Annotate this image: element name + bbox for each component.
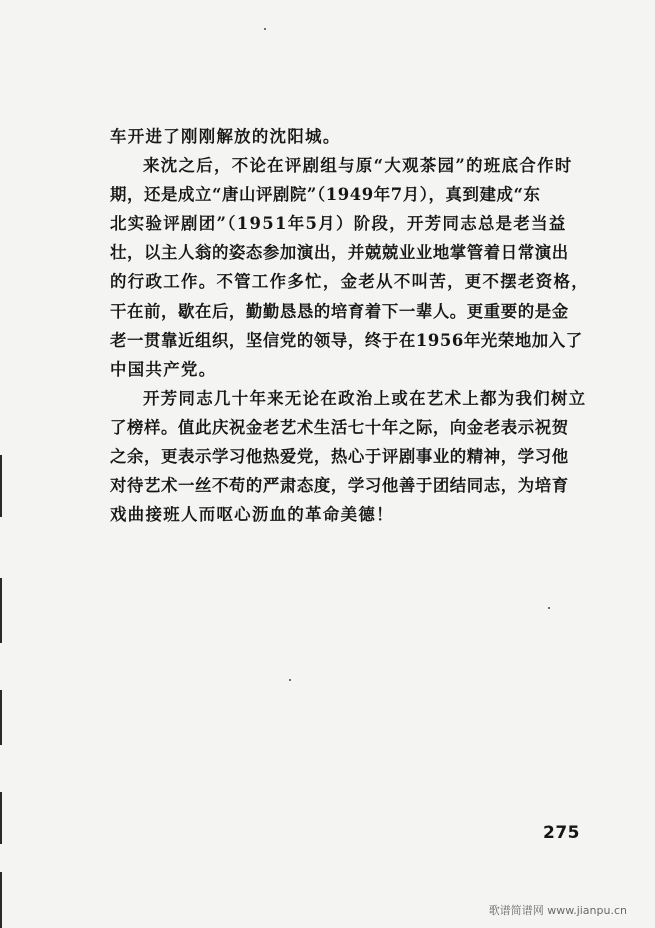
scan-edge-mark <box>0 690 2 745</box>
paragraph-start-line: 开芳同志几十年来无论在政治上或在艺术上都为我们树立 <box>143 388 587 408</box>
text-line: 了榜样。值此庆祝金老艺术生活七十年之际，向金老表示祝贺 <box>110 417 569 437</box>
text-line: 的行政工作。不管工作多忙，金老从不叫苦，更不摆老资格， <box>110 272 589 292</box>
scan-speck <box>264 28 266 30</box>
scan-edge-mark <box>0 872 2 928</box>
body-text <box>110 122 592 529</box>
text-line: 之余，更表示学习他热爱党，热心于评剧事业的精神，学习他 <box>110 447 569 467</box>
text-line: 壮，以主人翁的姿态参加演出，并兢兢业业地掌管着日常演出 <box>110 243 569 263</box>
text-line: 车开进了刚刚解放的沈阳城。 <box>110 127 341 146</box>
scan-edge-mark <box>0 455 2 517</box>
paragraph-start-line: 来沈之后，不论在评剧组与原“大观茶园”的班底合作时 <box>143 156 573 176</box>
text-line: 干在前，歇在后，勤勤恳恳的培育着下一辈人。更重要的是金 <box>110 301 569 321</box>
text-line: 戏曲接班人而呕心沥血的革命美德！ <box>110 505 394 525</box>
scan-speck <box>548 607 550 609</box>
text-line: 中国共产党。 <box>110 359 217 379</box>
site-watermark: 歌谱简谱网 www.jianpu.cn <box>488 904 627 917</box>
text-line: 老一贯靠近组织，坚信党的领导，终于在1956年光荣地加入了 <box>110 330 583 350</box>
page-number: 275 <box>543 823 580 843</box>
scan-edge-mark <box>0 578 2 643</box>
text-line: 对待艺术一丝不苟的严肃态度，学习他善于团结同志，为培育 <box>110 476 569 496</box>
scan-speck <box>289 679 291 681</box>
text-line: 北实验评剧团”（1951年5月）阶段，开芳同志总是老当益 <box>110 214 567 234</box>
scan-edge-mark <box>0 792 2 844</box>
text-line: 期，还是成立“唐山评剧院”（1949年7月），真到建成“东 <box>110 185 541 205</box>
